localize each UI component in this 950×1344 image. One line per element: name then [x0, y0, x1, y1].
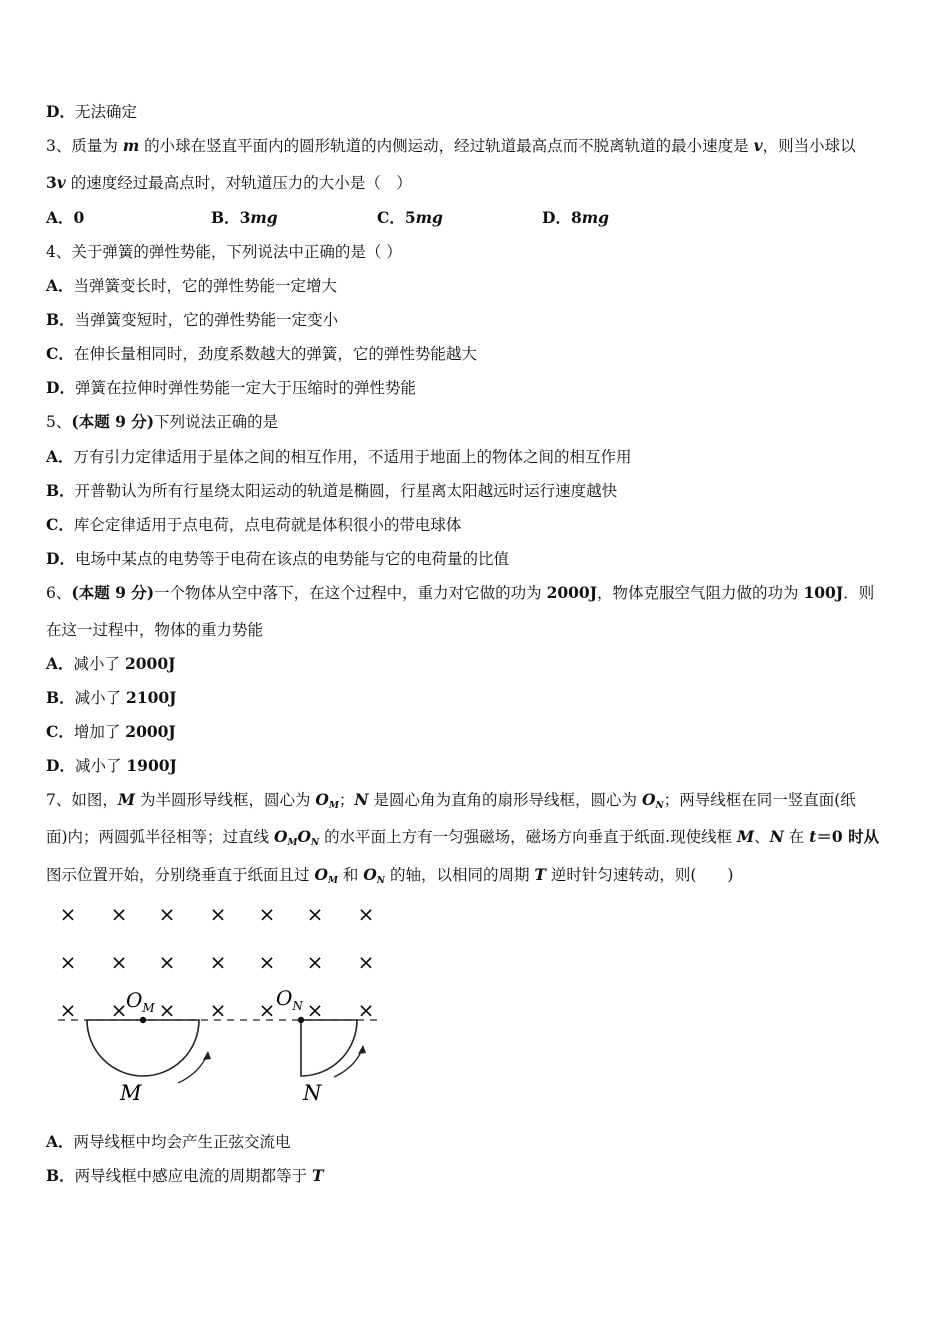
- q4-option-d: D．弹簧在拉伸时弹性势能一定大于压缩时的弹性势能: [46, 378, 416, 397]
- label-m: M: [120, 1081, 142, 1105]
- q6-stem-line1: 6、(本题 9 分)一个物体从空中落下，在这个过程中，重力对它做的功为 2000J，物体克服空气阻力做的功为 100J．则: [46, 583, 875, 602]
- field-cross: ×: [59, 902, 77, 926]
- q5-option-d: D．电场中某点的电势等于电荷在该点的电势能与它的电荷量的比值: [46, 549, 509, 568]
- q6-option-b: B．减小了 2100J: [46, 688, 177, 707]
- q7-figure: [50, 895, 390, 1115]
- field-cross: ×: [59, 950, 77, 974]
- label-on: $O_N$: [276, 986, 303, 1013]
- rotation-arrow-m: [178, 1053, 208, 1083]
- q5-option-c: C．库仑定律适用于点电荷，点电荷就是体积很小的带电球体: [46, 515, 462, 534]
- field-cross: ×: [258, 998, 276, 1022]
- field-cross: ×: [357, 902, 375, 926]
- q5-stem: 5、(本题 9 分)下列说法正确的是: [46, 412, 279, 431]
- field-cross: ×: [258, 902, 276, 926]
- q3-stem-line2: 3v 的速度经过最高点时，对轨道压力的大小是（ ）: [46, 173, 412, 192]
- field-cross: ×: [357, 950, 375, 974]
- q3-option-a: A．0: [46, 208, 85, 227]
- field-cross: ×: [209, 950, 227, 974]
- q7-stem-line3: 图示位置开始，分别绕垂直于纸面且过 $O_M$ 和 $O_N$ 的轴，以相同的周期 T 逆时针匀速转动，则( ): [46, 865, 734, 886]
- rotation-arrowhead-n: [358, 1045, 366, 1054]
- field-cross: ×: [306, 902, 324, 926]
- q6-option-c: C．增加了 2000J: [46, 722, 176, 741]
- q2-option-d: D．无法确定: [46, 102, 137, 121]
- field-cross: ×: [209, 998, 227, 1022]
- field-cross: ×: [158, 950, 176, 974]
- q4-option-a: A．当弹簧变长时，它的弹性势能一定增大: [46, 276, 338, 295]
- q4-option-b: B．当弹簧变短时，它的弹性势能一定变小: [46, 310, 339, 329]
- field-cross: ×: [357, 998, 375, 1022]
- field-cross: ×: [306, 998, 324, 1022]
- field-cross: ×: [59, 998, 77, 1022]
- field-cross: ×: [209, 902, 227, 926]
- label-n: N: [303, 1081, 322, 1105]
- q3-stem-line1: 3、质量为 m 的小球在竖直平面内的圆形轨道的内侧运动，经过轨道最高点而不脱离轨道的最小速度是 v，则当小球以: [46, 136, 856, 155]
- q3-option-c: C．5mg: [377, 208, 443, 227]
- q5-option-b: B．开普勒认为所有行星绕太阳运动的轨道是椭圆，行星离太阳越远时运行速度越快: [46, 481, 618, 500]
- semicircle-frame-m: [87, 1020, 199, 1076]
- q3-option-d: D．8mg: [542, 208, 609, 227]
- rotation-arrowhead-m: [203, 1051, 211, 1060]
- field-cross: ×: [158, 998, 176, 1022]
- q7-stem-line2: 面)内；两圆弧半径相等；过直线 $O_MO_N$ 的水平面上方有一匀强磁场，磁场方向垂直于纸面.现使线框 M、N 在 t＝0 时从: [46, 827, 880, 848]
- q5-option-a: A．万有引力定律适用于星体之间的相互作用，不适用于地面上的物体之间的相互作用: [46, 447, 632, 466]
- center-point-om: [140, 1017, 146, 1023]
- field-cross: ×: [110, 998, 128, 1022]
- q6-option-a: A．减小了 2000J: [46, 654, 176, 673]
- field-cross: ×: [110, 950, 128, 974]
- q4-stem: 4、关于弹簧的弹性势能，下列说法中正确的是（ ）: [46, 243, 402, 261]
- magnetic-field-crosses: [60, 902, 375, 1022]
- q7-option-b: B．两导线框中感应电流的周期都等于 T: [46, 1166, 324, 1185]
- q4-option-c: C．在伸长量相同时，劲度系数越大的弹簧，它的弹性势能越大: [46, 344, 477, 363]
- field-cross: ×: [158, 902, 176, 926]
- field-cross: ×: [306, 950, 324, 974]
- q7-stem-line1: 7、如图，M 为半圆形导线框，圆心为 $O_M$；N 是圆心角为直角的扇形导线框，圆心为 $O_N$；两导线框在同一竖直面(纸: [46, 790, 856, 811]
- q3-option-b: B．3mg: [211, 208, 278, 227]
- center-point-on: [298, 1017, 304, 1023]
- q6-stem-line2: 在这一过程中，物体的重力势能: [46, 621, 264, 639]
- label-om: $O_M$: [126, 988, 155, 1015]
- q7-option-a: A．两导线框中均会产生正弦交流电: [46, 1132, 291, 1151]
- field-cross: ×: [110, 902, 128, 926]
- q6-option-d: D．减小了 1900J: [46, 756, 177, 775]
- field-cross: ×: [258, 950, 276, 974]
